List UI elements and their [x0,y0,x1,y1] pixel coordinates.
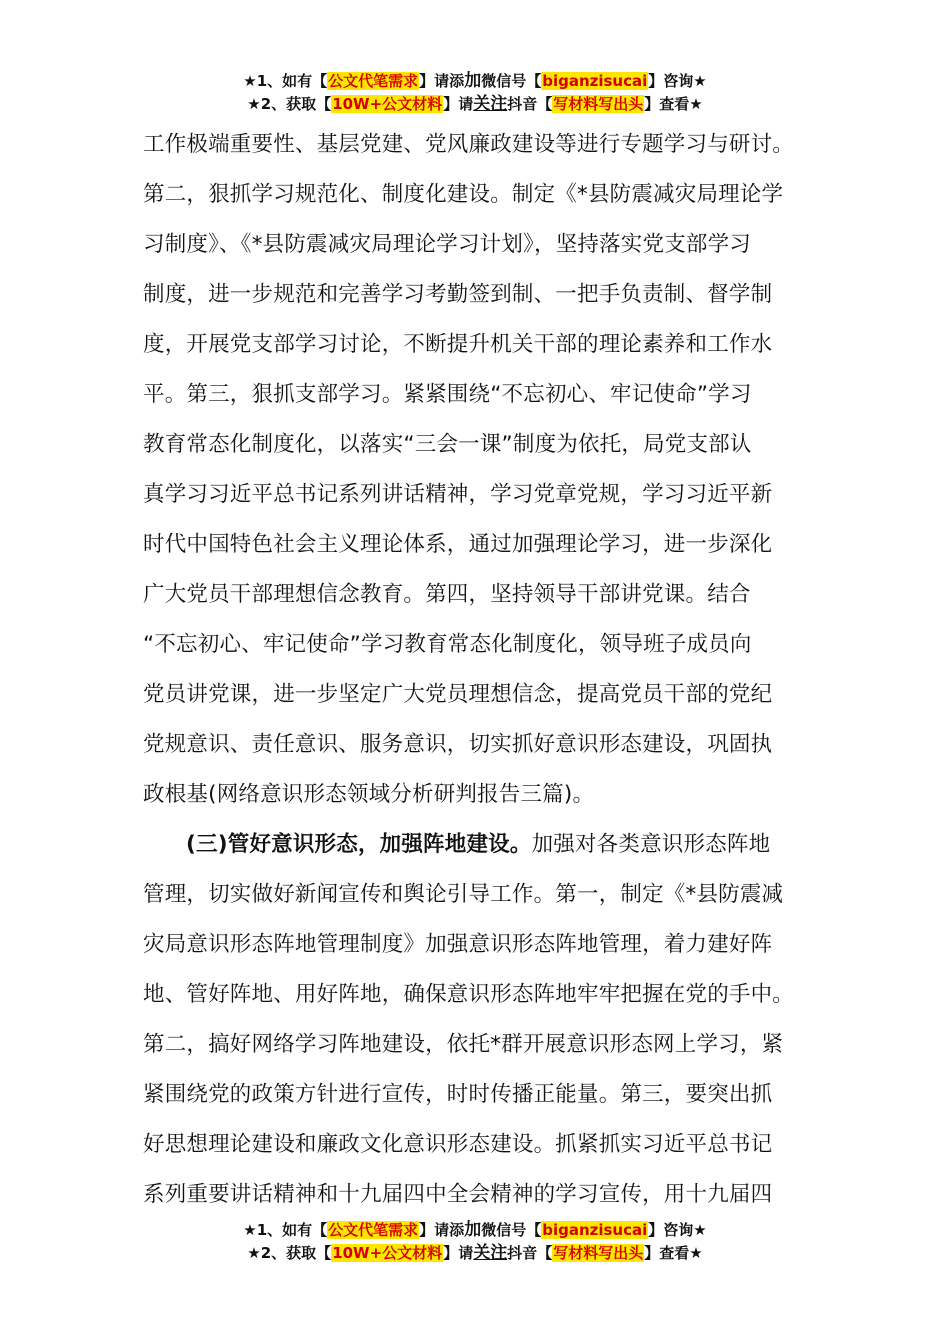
paragraph-line: 第二，狠抓学习规范化、制度化建设。制定《*县防震减灾局理论学 [143,182,784,207]
banner-text: 】请添 [419,1221,465,1239]
footer-banner [0,1219,950,1265]
paragraph-line: 好思想理论建设和廉政文化意识形态建设。抓紧抓实习近平总书记 [143,1132,773,1157]
paragraph-line: 地、管好阵地、用好阵地，确保意识形态阵地牢牢把握在党的手中。 [143,982,795,1007]
paragraph-line: 制度，进一步规范和完善学习考勤签到制、一把手负责制、督学制 [143,282,773,307]
paragraph-line: 真学习习近平总书记系列讲话精神，学习党章党规，学习习近平新 [143,482,773,507]
banner-text: 】查看★ [644,1244,703,1262]
banner-line-2 [0,1242,950,1265]
paragraph-line: 教育常态化制度化，以落实“三会一课”制度为依托，局党支部认 [143,432,752,457]
banner-highlight: 公文代笔需求 [328,72,419,90]
banner-highlight: 10W+公文材料 [332,1244,443,1262]
banner-text: 关注 [473,94,508,114]
paragraph-line: 系列重要讲话精神和十九届四中全会精神的学习宣传，用十九届四 [143,1182,773,1207]
banner-highlight: biganzisucai [542,72,648,90]
paragraph-line: 紧围绕党的政策方针进行宣传，时时传播正能量。第三，要突出抓 [143,1082,773,1107]
paragraph-line: 党员讲党课，进一步坚定广大党员理想信念，提高党员干部的党纪 [143,682,773,707]
banner-highlight: biganzisucai [542,1221,648,1239]
paragraph-line: 党规意识、责任意识、服务意识，切实抓好意识形态建设，巩固执 [143,732,773,757]
banner-text: ★1、如有【 [243,72,328,90]
paragraph-line: 第二，搞好网络学习阵地建设，依托*群开展意识形态网上学习，紧 [143,1032,784,1057]
paragraph-line: 管理，切实做好新闻宣传和舆论引导工作。第一，制定《*县防震减 [143,882,784,907]
paragraph-line: 时代中国特色社会主义理论体系，通过加强理论学习，进一步深化 [143,532,773,557]
banner-text: 】咨询★ [648,72,707,90]
paragraph-line: “不忘初心、牢记使命”学习教育常态化制度化，领导班子成员向 [143,632,752,657]
banner-text: 】请 [443,95,474,113]
banner-text: 微信号【 [481,1221,542,1239]
paragraph-line: 灾局意识形态阵地管理制度》加强意识形态阵地管理，着力建好阵 [143,932,773,957]
banner-text: 抖音【 [507,1244,553,1262]
banner-highlight: 写材料写出头 [553,95,644,113]
banner-text: 微信号【 [481,72,542,90]
header-banner [0,70,950,116]
banner-text: ★2、获取【 [247,95,332,113]
section-first-line [143,820,823,870]
banner-text: 关注 [473,1243,508,1263]
section-heading: (三)管好意识形态，加强阵地建设。 [186,832,532,857]
banner-text: ★1、如有【 [243,1221,328,1239]
section-text: 加强对各类意识形态阵地 [531,832,771,857]
banner-highlight: 写材料写出头 [553,1244,644,1262]
document-body [143,120,823,1220]
banner-text: ★2、获取【 [247,1244,332,1262]
paragraph-line: 平。第三，狠抓支部学习。紧紧围绕“不忘初心、牢记使命”学习 [143,382,752,407]
paragraph-line: 度，开展党支部学习讨论，不断提升机关干部的理论素养和工作水 [143,332,773,357]
banner-text: 加 [464,1220,482,1240]
banner-text: 】请 [443,1244,474,1262]
banner-line-2 [0,93,950,116]
banner-text: 】请添 [419,72,465,90]
paragraph-line: 工作极端重要性、基层党建、党风廉政建设等进行专题学习与研讨。 [143,132,795,157]
paragraph-line: 广大党员干部理想信念教育。第四，坚持领导干部讲党课。结合 [143,582,751,607]
paragraph-line: 习制度》、《*县防震减灾局理论学习计划》，坚持落实党支部学习 [143,232,752,257]
banner-line-1 [0,70,950,93]
banner-line-1 [0,1219,950,1242]
banner-highlight: 10W+公文材料 [332,95,443,113]
banner-highlight: 公文代笔需求 [328,1221,419,1239]
banner-text: 加 [464,71,482,91]
banner-text: 】咨询★ [648,1221,707,1239]
banner-text: 】查看★ [644,95,703,113]
banner-text: 抖音【 [507,95,553,113]
paragraph-line: 政根基(网络意识形态领域分析研判报告三篇)。 [143,782,595,807]
